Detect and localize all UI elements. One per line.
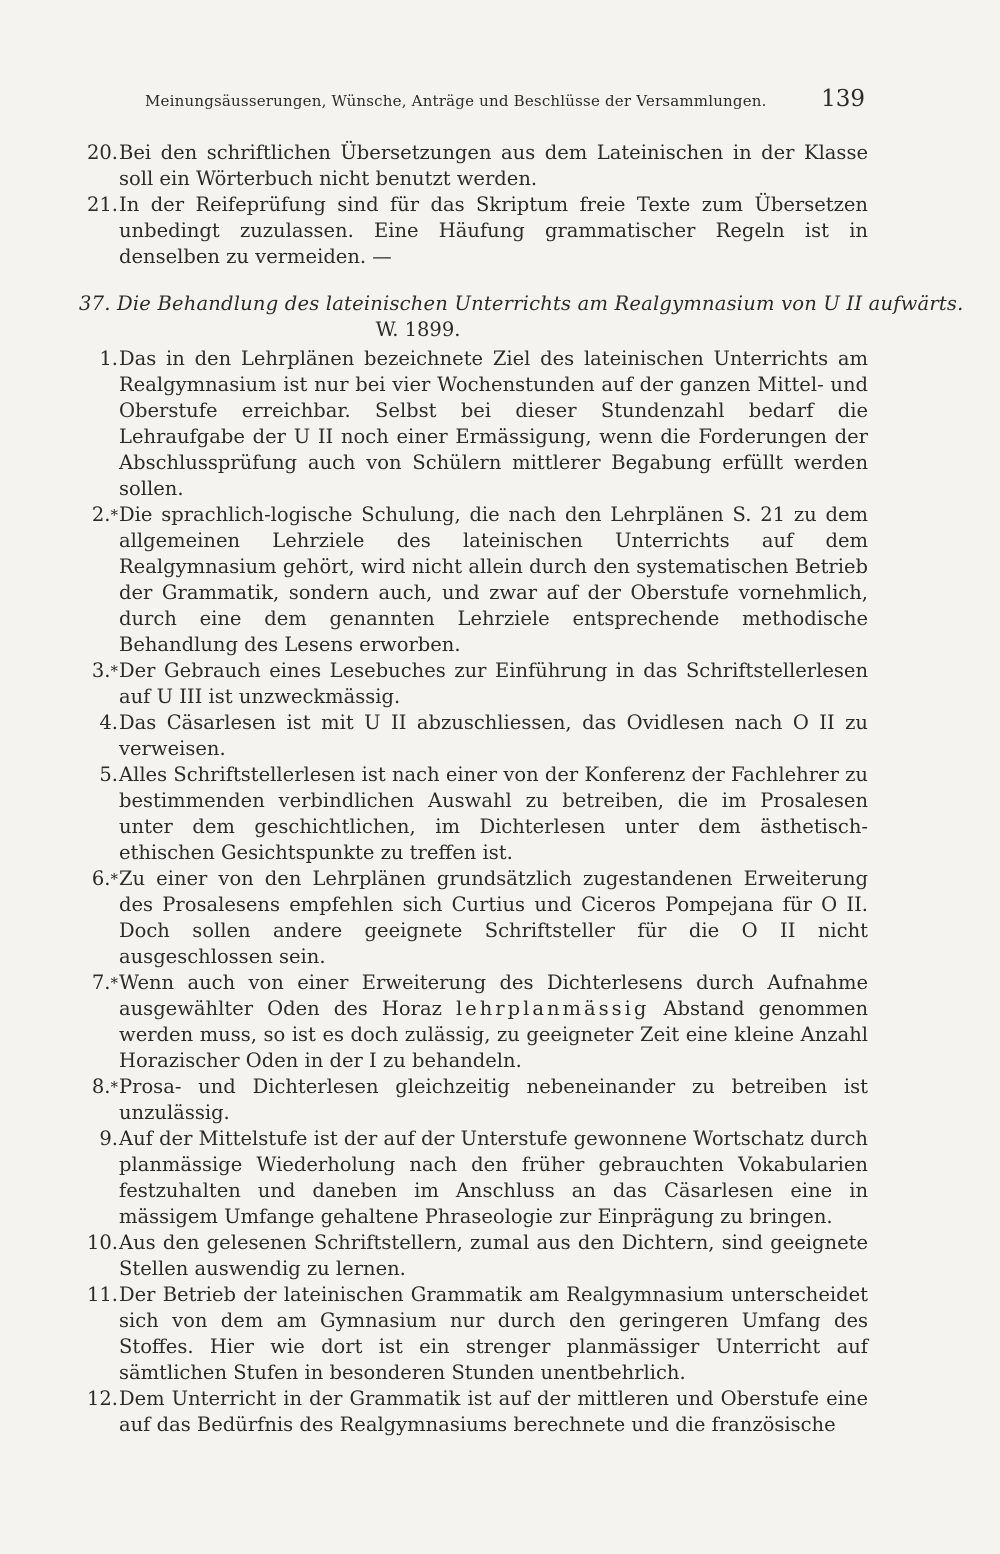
- item-text: Bei den schriftlichen Übersetzungen aus dem Lateinischen in der Klasse soll ein Wörterbuch nicht benutzt werden.: [119, 141, 868, 190]
- item-text: Die sprachlich-logische Schulung, die nach den Lehrplänen S. 21 zu dem allgemeinen Lehrziele des lateinischen Unterrichts auf dem Realgymnasium gehört, wird nicht allein durch den systematischen Betrieb der Grammatik, sondern auch, und zwar auf der Oberstufe vornehmlich, durch eine dem genannten Lehrziele entsprechende methodische Behandlung des Lesens erworben.: [119, 503, 868, 656]
- item-number: 8.*: [91, 1075, 118, 1098]
- item-number: 12.: [86, 1387, 118, 1410]
- list-item: [68, 658, 868, 710]
- item-text: Der Betrieb der lateinischen Grammatik am Realgymnasium unterscheidet sich von dem am Gymnasium nur durch den geringeren Umfang des Stoffes. Hier wie dort ist ein strenger planmässiger Unterricht auf sämtlichen Stufen in besonderen Stunden unentbehrlich.: [119, 1283, 868, 1384]
- item-text: Zu einer von den Lehrplänen grundsätzlich zugestandenen Erweiterung des Prosalesens empfehlen sich Curtius und Ciceros Pompejana für O II. Doch sollen andere geeignete Schriftsteller für die O II nicht ausgeschlossen sein.: [119, 867, 868, 968]
- list-item: [68, 710, 868, 762]
- item-text: Aus den gelesenen Schriftstellern, zumal aus den Dichtern, sind geeignete Stellen auswendig zu lernen.: [119, 1231, 868, 1280]
- item-number: 10.: [86, 1231, 118, 1254]
- list-item: [68, 762, 868, 866]
- list-item: [68, 1282, 868, 1386]
- item-text: Das in den Lehrplänen bezeichnete Ziel des lateinischen Unterrichts am Realgymnasium ist nur bei vier Wochenstunden auf der ganzen Mittel- und Oberstufe erreichbar. Selbst bei dieser Stundenzahl bedarf die Lehraufgabe der U II noch einer Ermässigung, wenn die Forderungen der Abschlussprüfung auch von Schülern mittlerer Begabung erfüllt werden sollen.: [119, 347, 868, 500]
- item-text: Prosa- und Dichterlesen gleichzeitig nebeneinander zu betreiben ist unzulässig.: [119, 1075, 868, 1124]
- asterisk-mark: *: [110, 662, 118, 680]
- page-body: [68, 140, 964, 1438]
- spaced-emphasis: lehrplanmässig: [455, 997, 650, 1020]
- item-number: 21.: [86, 193, 118, 216]
- item-number: 11.: [86, 1283, 118, 1306]
- item-text: In der Reifeprüfung sind für das Skriptum freie Texte zum Übersetzen unbedingt zuzulassen. Eine Häufung grammatischer Regeln ist in denselben zu vermeiden. —: [119, 193, 868, 268]
- item-number: 7.*: [91, 971, 118, 994]
- item-text: Alles Schriftstellerlesen ist nach einer von der Konferenz der Fachlehrer zu bestimmenden verbindlichen Auswahl zu betreiben, die im Prosalesen unter dem geschichtlichen, im Dichterlesen unter dem ästhetisch-ethischen Gesichtspunkte zu treffen ist.: [119, 763, 868, 864]
- running-title: Meinungsäusserungen, Wünsche, Anträge und Beschlüsse der Versammlungen.: [145, 92, 767, 110]
- list-item: [68, 140, 868, 192]
- list-item: [68, 1074, 868, 1126]
- list-item: [68, 1230, 868, 1282]
- list-item: [68, 346, 868, 502]
- page-number: 139: [821, 86, 865, 112]
- section-title: Die Behandlung des lateinischen Unterrichts am Realgymnasium von U II aufwärts.: [117, 292, 964, 315]
- item-number: 1.: [99, 347, 118, 370]
- item-text: Der Gebrauch eines Lesebuches zur Einführung in das Schriftstellerlesen auf U III ist unzweckmässig.: [119, 659, 868, 708]
- list-item: [68, 866, 868, 970]
- item-number: 9.: [99, 1127, 118, 1150]
- section-heading: [68, 291, 964, 317]
- list-item: [68, 192, 868, 270]
- asterisk-mark: *: [110, 870, 118, 888]
- item-number: 6.*: [91, 867, 118, 890]
- item-number: 2.*: [91, 503, 118, 526]
- item-text: Das Cäsarlesen ist mit U II abzuschliessen, das Ovidlesen nach O II zu verweisen.: [119, 711, 868, 760]
- item-number: 20.: [86, 141, 118, 164]
- item-number: 5.: [99, 763, 118, 786]
- item-text: Wenn auch von einer Erweiterung des Dichterlesens durch Aufnahme ausgewählter Oden des Horaz lehrplanmässig Abstand genommen werden muss, so ist es doch zulässig, zu geeigneter Zeit eine kleine Anzahl Horazischer Oden in der I zu behandeln.: [119, 971, 869, 1072]
- item-text: Dem Unterricht in der Grammatik ist auf der mittleren und Oberstufe eine auf das Bedürfnis des Realgymnasiums berechnete und die französische: [119, 1387, 868, 1436]
- asterisk-mark: *: [110, 1078, 118, 1096]
- list-item: [68, 502, 868, 658]
- list-item: [68, 1386, 868, 1438]
- item-text: Auf der Mittelstufe ist der auf der Unterstufe gewonnene Wortschatz durch planmässige Wiederholung nach den früher gebrauchten Vokabularien festzuhalten und daneben im Anschluss an das Cäsarlesen eine in mässigem Umfange gehaltene Phraseologie zur Einprägung zu bringen.: [119, 1127, 868, 1228]
- page-header: [145, 86, 865, 112]
- asterisk-mark: *: [110, 974, 118, 992]
- item-number: 4.: [99, 711, 118, 734]
- section-subtitle: W. 1899.: [375, 318, 461, 341]
- section-number: 37.: [79, 292, 111, 315]
- list-item: [68, 970, 868, 1074]
- list-item: [68, 1126, 868, 1230]
- asterisk-mark: *: [110, 506, 118, 524]
- item-number: 3.*: [91, 659, 118, 682]
